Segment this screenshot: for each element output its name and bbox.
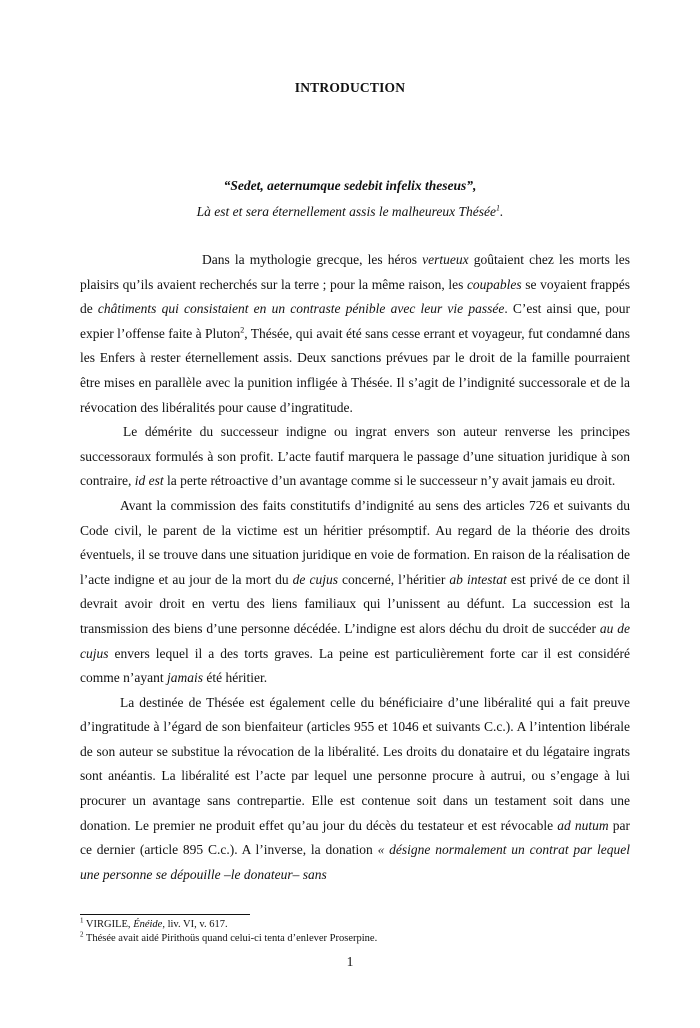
italic-run: « désigne normalement un contrat par lequel une personne se dépouille –le donateur– sans (80, 842, 630, 882)
epigraph-latin: “Sedet, aeternumque sedebit infelix theseus”, (223, 178, 477, 193)
text-run: Dans la mythologie grecque, les héros (202, 252, 423, 267)
footnote-text: Thésée avait aidé Pirithoüs quand celui-ci tenta d’enlever Proserpine. (83, 933, 378, 944)
epigraph-french-text: Là est et sera éternellement assis le malheureux Thésée (196, 204, 497, 219)
text-run: concerné, l’héritier (337, 571, 450, 587)
body-text (80, 248, 630, 887)
italic-run: ab intestat (449, 571, 507, 587)
text-run: est privé de ce dont il devrait avoir droit en vertu des liens familiaux qui l’unissent au défunt. La succession est la transmission des biens d’une personne décédée. L’indigne est alors déchu du droit de succéder (80, 571, 631, 636)
footnote-text: VIRGILE, (83, 919, 134, 930)
text-run: . C’est ainsi que, pour expier l’offense faite à Pluton (80, 301, 631, 341)
text-run: goûtaient chez les morts les plaisirs qu’ils avaient recherchés sur la terre ; pour la même raison, les (80, 252, 630, 292)
footnote-ref-2[interactable]: 2 (240, 325, 245, 335)
footnote-separator (80, 914, 250, 915)
italic-run: châtiments qui consistaient en un contraste pénible avec leur vie passée (97, 301, 505, 317)
footnote-title: Énéide (133, 919, 163, 930)
italic-run: vertueux (422, 252, 469, 267)
epigraph-french-end: . (500, 204, 504, 219)
footnote-number: 2 (80, 930, 84, 939)
paragraph-1 (80, 248, 630, 420)
footnote-2 (80, 932, 630, 946)
footnote-text: , liv. VI, v. 617. (162, 919, 228, 930)
paragraph-4 (80, 691, 630, 888)
page-number: 1 (346, 954, 354, 969)
paragraph-3 (80, 494, 630, 691)
italic-run: coupables (466, 276, 522, 292)
text-run: Le démérite du successeur indigne ou ingrat envers son auteur renverse les principes successoraux formulés à son profit. L’acte fautif marquera le passage d’une situation juridique à son contraire, (80, 424, 630, 489)
footnote-ref-1[interactable]: 1 (496, 203, 501, 213)
italic-run: jamais (166, 670, 203, 686)
text-run: La destinée de Thésée est également celle du bénéficiaire d’une libéralité qui a fait preuve d’ingratitude à l’égard de son bienfaiteur (articles 955 et 1046 et suivants C.c.). A l’intention libérale de son auteur se substitue la révocation de la libéralité. Les droits du donataire et du légataire ingrats sont anéantis. La libéralité est l’acte par lequel une personne procure à autrui, ou s’engage à lui procurer un avantage sans contrepartie. Elle est contenue soit dans un testament soit dans une donation. Le premier ne produit effet qu’au jour du décès du testateur et est révocable (80, 694, 630, 833)
text-run: la perte rétroactive d’un avantage comme si le successeur n’y avait jamais eu droit. (163, 473, 616, 489)
footnote-number: 1 (80, 916, 84, 925)
text-run: envers lequel il a des torts graves. La peine est particulièrement forte car il est considéré comme n’ayant (80, 645, 630, 686)
text-run: Avant la commission des faits constitutifs d’indignité au sens des articles 726 et suivants du Code civil, le parent de la victime est un héritier présomptif. Au regard de la théorie des droits éventuels, il se trouve dans une situation juridique en voie de formation. En raison de la réalisation de l’acte indigne et au jour de la mort du (80, 497, 630, 587)
page-title: INTRODUCTION (294, 80, 406, 95)
text-run: été héritier. (202, 670, 268, 686)
paragraph-2 (80, 420, 630, 494)
italic-run: de cujus (292, 571, 338, 587)
italic-run: au de cujus (80, 620, 630, 661)
epigraph-french (0, 204, 700, 220)
italic-run: id est (134, 473, 164, 489)
text-run: se voyaient frappés de (80, 276, 630, 317)
footnote-1 (80, 918, 630, 932)
italic-run: ad nutum (557, 817, 609, 833)
text-run: , Thésée, qui avait été sans cesse errant et voyageur, fut condamné dans les Enfers à rester éternellement assis. Deux sanctions prévues par le droit de la famille pourraient être mises en parallèle avec la punition infligée à Thésée. Il s’agit de l’indignité successorale et de la révocation des libéralités pour cause d’ingratitude. (80, 325, 631, 415)
text-run: par ce dernier (article 895 C.c.). A l’inverse, la donation (80, 817, 630, 858)
footnotes (80, 918, 630, 946)
